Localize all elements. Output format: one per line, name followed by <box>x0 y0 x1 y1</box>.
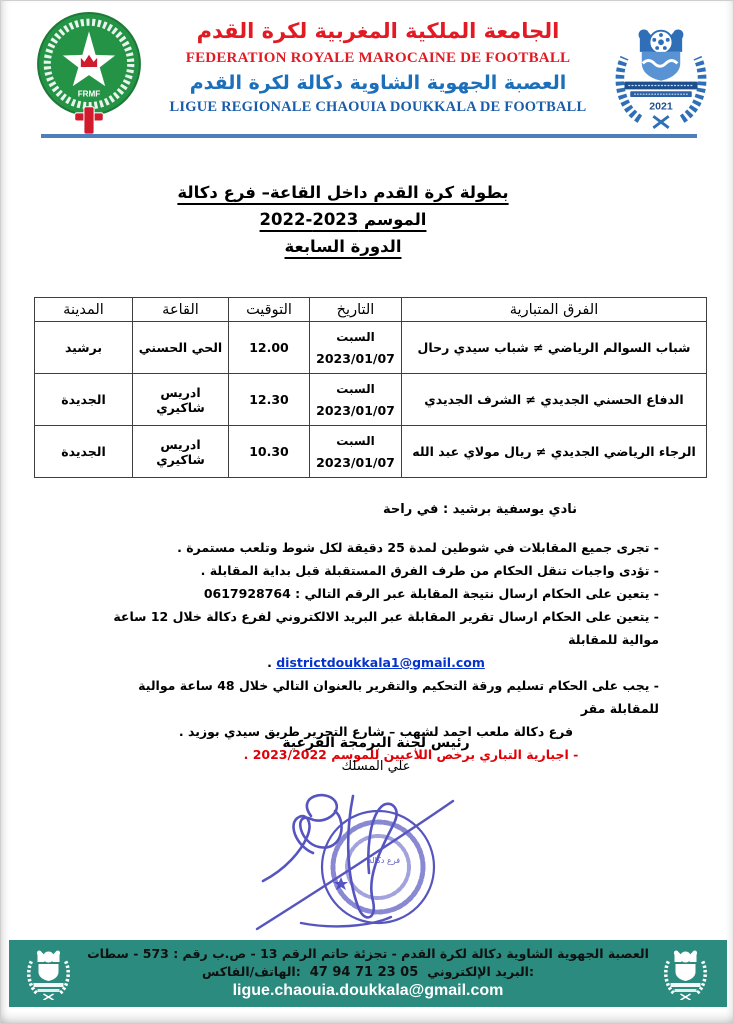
org-title-french: FEDERATION ROYALE MAROCAINE DE FOOTBALL <box>185 50 571 66</box>
footer-emblem-left-icon <box>25 948 72 1000</box>
document-title <box>1 183 685 264</box>
notes-section <box>93 498 659 766</box>
match-day: السبت <box>336 329 375 344</box>
match-day: السبت <box>336 381 375 396</box>
match-date <box>310 374 402 426</box>
match-time: 12.30 <box>229 374 310 426</box>
league-title-french: LIGUE REGIONALE CHAOUIA DOUKKALA DE FOOTBALL <box>169 99 587 115</box>
match-day: السبت <box>336 433 375 448</box>
email-period: . <box>267 655 277 670</box>
title-line-round: الدورة السابعة <box>284 237 402 256</box>
match-teams: الدفاع الحسني الجديدي ≠ الشرف الجديدي <box>402 374 707 426</box>
match-date <box>310 322 402 374</box>
col-header-city: المدينة <box>35 298 133 322</box>
letterhead-titles <box>145 11 611 116</box>
match-hall: الحي الحسني <box>133 322 229 374</box>
table-header-row <box>35 298 707 322</box>
league-logo-year: 2021 <box>649 100 673 113</box>
table-row <box>35 426 707 478</box>
note-license-warning: - اجبارية التباري برخص اللاعبين للموسم 2023/2022 . <box>243 747 579 762</box>
title-line-championship: بطولة كرة القدم داخل القاعة– فرع دكالة <box>177 183 509 202</box>
signatory-role: رئيس لجنة البرمجة الفرعية <box>282 735 470 751</box>
signature-stamp-icon <box>246 783 506 943</box>
matches-table <box>34 297 707 478</box>
col-header-date: التاريخ <box>310 298 402 322</box>
match-date-value: 2023/01/07 <box>316 402 395 418</box>
col-header-hall: القاعة <box>133 298 229 322</box>
org-title-arabic: الجامعة الملكية المغربية لكرة القدم <box>196 19 560 43</box>
col-header-teams: الفرق المتبارية <box>402 298 707 322</box>
footer-phone-label: الهاتف/الفاكس: <box>202 964 301 979</box>
match-time: 10.30 <box>229 426 310 478</box>
match-date-value: 2023/01/07 <box>316 454 395 470</box>
table-row <box>35 374 707 426</box>
note-email-line <box>93 651 659 674</box>
letterhead <box>33 11 711 135</box>
title-line-season: الموسم 2023-2022 <box>259 210 427 229</box>
footer-phone-number: 47 94 71 23 05 <box>309 965 419 980</box>
stamp-branch-text: فرع دكالة <box>367 856 401 865</box>
footer-emblem-right-icon <box>662 948 709 1000</box>
col-header-time: التوقيت <box>229 298 310 322</box>
table-row <box>35 322 707 374</box>
footer-address: العصبة الجهوية الشاوية دكالة لكرة القدم - تجزئة حاتم الرقم 13 - ص.ب رقم : 573 - سطات <box>87 946 649 961</box>
match-hall: ادريس شاكيري <box>133 374 229 426</box>
note-result-phone: - يتعين على الحكام ارسال نتيجة المقابلة عبر الرقم التالي : 0617928764 <box>203 586 659 601</box>
match-date-value: 2023/01/07 <box>316 350 395 366</box>
match-date <box>310 426 402 478</box>
match-time: 12.00 <box>229 322 310 374</box>
match-hall: ادريس شاكيري <box>133 426 229 478</box>
league-title-arabic: العصبة الجهوية الشاوية دكالة لكرة القدم <box>189 72 567 94</box>
signatory-name: علي المسلك <box>341 759 411 774</box>
match-teams: الرجاء الرياضي الجديدي ≠ ريال مولاي عبد الله <box>402 426 707 478</box>
note-report-address: فرع دكالة ملعب احمد لشهب – شارع التحرير طريق سيدي بوزيد . <box>178 724 574 739</box>
note-duration: - تجرى جميع المقابلات في شوطين لمدة 25 دقيقة لكل شوط وتلعب مستمرة . <box>177 540 659 555</box>
district-email-link[interactable]: districtdoukkala1@gmail.com <box>276 655 485 670</box>
note-report-email: - يتعين على الحكام ارسال تقرير المقابلة عبر البريد الالكتروني لفرع دكالة خلال 12 ساعة موالية للمقابلة <box>113 609 659 647</box>
resting-club-note: نادي يوسفية برشيد : في راحة <box>383 502 577 517</box>
note-referee-fees: - تؤدى واجبات تنقل الحكام من طرف الفرق المستقبلة قبل بداية المقابلة . <box>200 563 659 578</box>
footer-email-link[interactable]: ligue.chaouia.doukkala@gmail.com <box>232 982 504 999</box>
match-city: الجديدة <box>35 426 133 478</box>
footer-band <box>9 940 727 1007</box>
frmf-logo-icon <box>33 11 145 135</box>
note-report-paper: - يجب على الحكام تسليم ورقة التحكيم والتقرير بالعنوان التالي خلال 48 ساعة موالية للمقابلة مقر <box>138 678 659 716</box>
match-teams: شباب السوالم الرياضي ≠ شباب سيدي رحال <box>402 322 707 374</box>
match-city: الجديدة <box>35 374 133 426</box>
footer-contact-line <box>9 964 727 980</box>
header-divider <box>41 134 697 138</box>
svg-text:FRMF: FRMF <box>77 89 101 99</box>
league-logo-icon <box>611 23 711 131</box>
signature-block <box>9 735 734 774</box>
match-city: برشيد <box>35 322 133 374</box>
footer-email-label: البريد الإلكتروني: <box>427 964 534 979</box>
